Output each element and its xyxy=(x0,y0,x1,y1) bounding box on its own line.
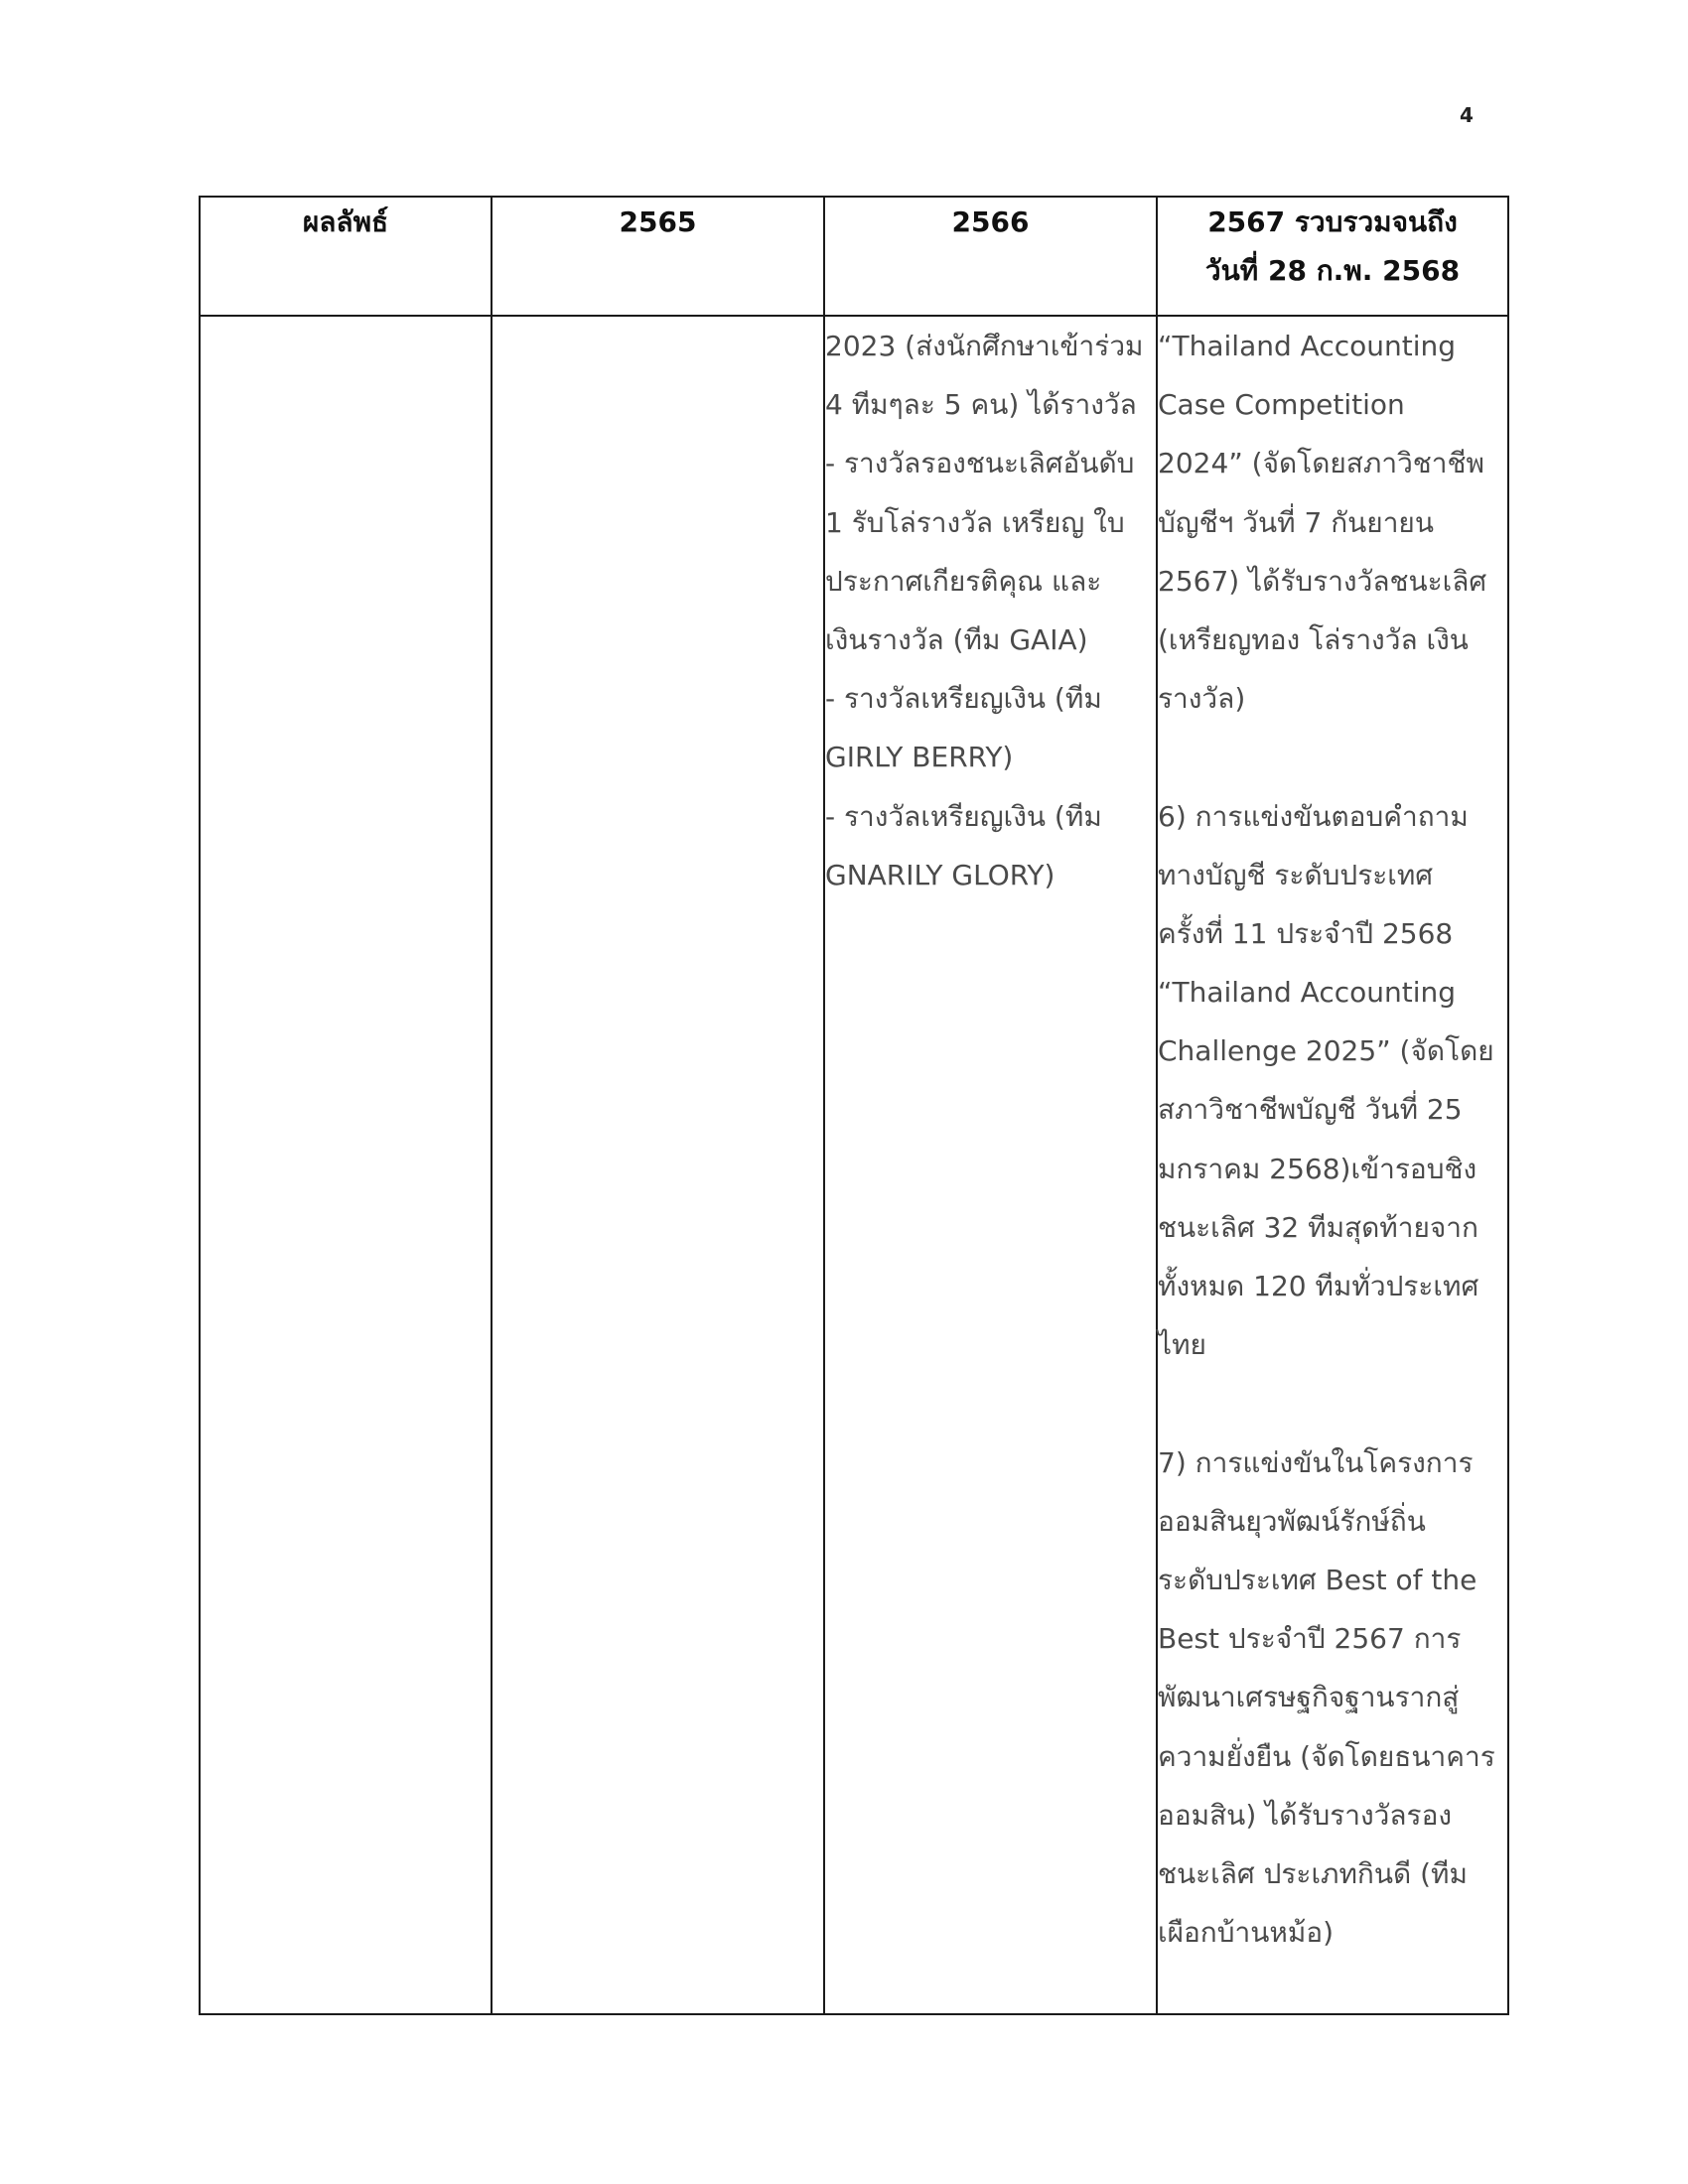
header-year-2567-line2: วันที่ 28 ก.พ. 2568 xyxy=(1204,254,1461,287)
cell-2567 xyxy=(1157,316,1508,2014)
award-case-competition-line: 2567) ได้รับรางวัลชนะเลิศ xyxy=(1158,564,1487,598)
header-results: ผลลัพธ์ xyxy=(200,197,492,316)
award-case-competition-line: (เหรียญทอง โล่รางวัล เงิน xyxy=(1158,622,1469,656)
award-gsb-project-line: ออมสินยุวพัฒน์รักษ์ถิ่น xyxy=(1158,1504,1426,1538)
spacer xyxy=(1158,728,1507,786)
award-gsb-project-line: เผือกบ้านหม้อ) xyxy=(1158,1916,1335,1950)
award-accounting-challenge-line: ไทย xyxy=(1158,1328,1206,1362)
table-header-row xyxy=(200,197,1508,316)
award-case-competition-line: Case Competition xyxy=(1158,388,1405,422)
award-case-competition-line: รางวัล) xyxy=(1158,682,1246,716)
award-accounting-challenge-line: สภาวิชาชีพบัญชี วันที่ 25 xyxy=(1158,1093,1463,1127)
cell-2566 xyxy=(824,316,1157,2014)
cell-2566-line: GIRLY BERRY) xyxy=(825,741,1014,774)
award-gsb-project-line: ความยั่งยืน (จัดโดยธนาคาร xyxy=(1158,1739,1495,1773)
award-accounting-challenge-line: ทางบัญชี ระดับประเทศ xyxy=(1158,858,1434,891)
cell-2566-line: 2023 (ส่งนักศึกษาเข้าร่วม xyxy=(825,330,1144,362)
award-gsb-project-line: ระดับประเทศ Best of the xyxy=(1158,1563,1477,1596)
cell-2566-line: เงินรางวัล (ทีม GAIA) xyxy=(825,622,1088,656)
award-accounting-challenge-line: ชนะเลิศ 32 ทีมสุดท้ายจาก xyxy=(1158,1210,1478,1244)
header-year-2566: 2566 xyxy=(824,197,1157,316)
award-gsb-project-line: ชนะเลิศ ประเภทกินดี (ทีม xyxy=(1158,1856,1468,1890)
award-accounting-challenge-line: มกราคม 2568)เข้ารอบชิง xyxy=(1158,1152,1477,1185)
award-gsb-project-line: ออมสิน) ได้รับรางวัลรอง xyxy=(1158,1798,1453,1832)
table-body-row xyxy=(200,316,1508,2014)
header-year-2567 xyxy=(1157,197,1508,316)
header-year-2565: 2565 xyxy=(492,197,824,316)
award-case-competition-line: บัญชีฯ วันที่ 7 กันยายน xyxy=(1158,505,1434,539)
award-gsb-project-line: 7) การแข่งขันในโครงการ xyxy=(1158,1445,1474,1479)
cell-2566-line: 1 รับโล่รางวัล เหรียญ ใบ xyxy=(825,505,1125,539)
award-gsb-project-line: พัฒนาเศรษฐกิจฐานรากสู่ xyxy=(1158,1681,1460,1714)
spacer xyxy=(1158,1374,1507,1433)
award-accounting-challenge-line: 6) การแข่งขันตอบคำถาม xyxy=(1158,799,1469,833)
award-accounting-challenge-line: Challenge 2025” (จัดโดย xyxy=(1158,1034,1494,1068)
results-table xyxy=(199,196,1509,2015)
cell-2566-line: - รางวัลเหรียญเงิน (ทีม xyxy=(825,682,1102,716)
award-accounting-challenge-line: ครั้งที่ 11 ประจำปี 2568 xyxy=(1158,916,1454,950)
cell-2566-line: - รางวัลรองชนะเลิศอันดับ xyxy=(825,447,1135,480)
award-accounting-challenge-line: “Thailand Accounting xyxy=(1158,976,1457,1010)
cell-results xyxy=(200,316,492,2014)
cell-2566-line: GNARILY GLORY) xyxy=(825,858,1055,891)
cell-2565 xyxy=(492,316,824,2014)
cell-2566-line: - รางวัลเหรียญเงิน (ทีม xyxy=(825,799,1102,833)
cell-2566-line: 4 ทีมๆละ 5 คน) ได้รางวัล xyxy=(825,388,1137,422)
award-accounting-challenge-line: ทั้งหมด 120 ทีมทั่วประเทศ xyxy=(1158,1270,1479,1302)
award-gsb-project-line: Best ประจำปี 2567 การ xyxy=(1158,1622,1462,1656)
award-case-competition-line: “Thailand Accounting xyxy=(1158,330,1457,362)
page-number: 4 xyxy=(1460,103,1474,127)
award-case-competition-line: 2024” (จัดโดยสภาวิชาชีพ xyxy=(1158,447,1484,480)
header-year-2567-line1: 2567 รวบรวมจนถึง xyxy=(1207,205,1458,238)
cell-2566-line: ประกาศเกียรติคุณ และ xyxy=(825,564,1102,598)
